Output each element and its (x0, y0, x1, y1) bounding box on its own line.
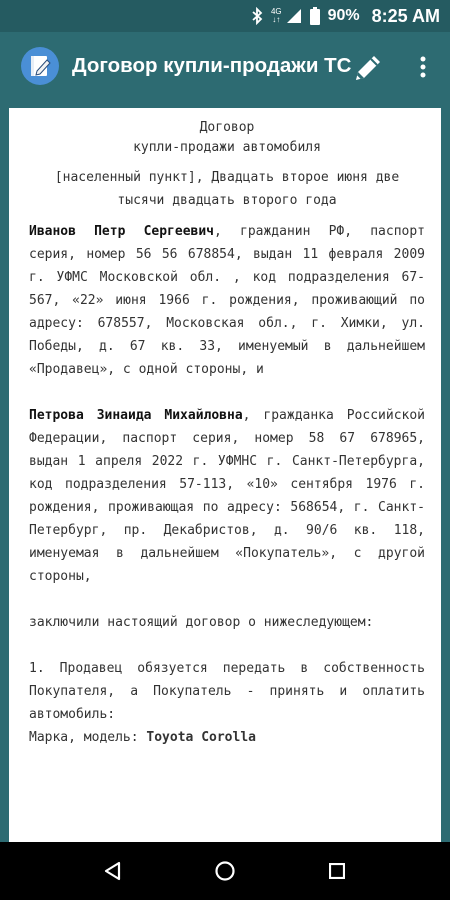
clause-1-next (29, 726, 425, 749)
buyer-name: Петрова Зинаида Михайловна (29, 408, 243, 423)
more-vertical-icon[interactable] (408, 52, 438, 82)
seller-details: , гражданин РФ, паспорт серия, номер 56 56 678854, выдан 11 февраля 2009 г. УФМС Московской обл. , код подразделения 67-567, «22» июня 1966 г. рождения, проживающий по адресу: 678557, Московская обл., г. Химки, ул. Победы, д. 67 кв. 33, именуемый в дальнейшем «Продавец», с одной стороны, и (29, 224, 425, 377)
battery-icon (310, 7, 320, 25)
document-page[interactable] (9, 108, 441, 842)
clause-1: 1. Продавец обязуется передать в собственность Покупателя, а Покупатель - принять и оплатить автомобиль: (29, 661, 425, 722)
app-bar (0, 32, 450, 100)
document-title (29, 118, 425, 158)
buyer-details: , гражданка Российской Федерации, паспорт серия, номер 58 67 678965, выдан 1 апреля 2022 г. УФМНС г. Санкт-Петербурга, код подразделения 57-113, «10» сентября 1976 г. рождения, проживающая по адресу: 568654, г. Санкт-Петербург, пр. Декабристов, д. 90/6 кв. 118, именуемая в дальнейшем «Покупатель», с другой стороны, (29, 408, 425, 584)
pencil-icon[interactable] (350, 50, 386, 86)
navigation-bar (0, 842, 450, 900)
document-title-line1: Договор (199, 120, 255, 135)
car-model-label: Марка, модель: (29, 730, 139, 745)
status-bar (0, 0, 450, 32)
home-icon[interactable] (214, 860, 236, 887)
concluded-paragraph: заключили настоящий договор о нижеследующем: (29, 615, 374, 630)
notebook-app-icon (20, 46, 60, 86)
page-title: Договор купли-продажи ТС (72, 54, 352, 77)
buyer-paragraph (29, 404, 425, 588)
network-type: 4G (270, 7, 282, 16)
car-model-value: Toyota Corolla (146, 730, 256, 745)
recents-icon[interactable] (329, 863, 345, 884)
seller-name: Иванов Петр Сергеевич (29, 224, 215, 239)
place-date-line1: [населенный пункт], Двадцать второе июня две (54, 170, 400, 185)
place-date (29, 166, 425, 212)
bluetooth-icon (251, 7, 263, 25)
network-indicator (271, 8, 282, 24)
network-activity: ↓↑ (272, 15, 281, 24)
back-icon[interactable] (103, 861, 121, 886)
seller-paragraph (29, 220, 425, 381)
document-content (9, 108, 441, 749)
place-date-line2: тысячи двадцать второго года (117, 193, 337, 208)
clock: 8:25 AM (371, 5, 440, 26)
battery-level: 90% (327, 7, 360, 24)
signal-icon (286, 8, 302, 24)
document-title-line2: купли-продажи автомобиля (133, 140, 321, 155)
document-frame (0, 100, 450, 842)
